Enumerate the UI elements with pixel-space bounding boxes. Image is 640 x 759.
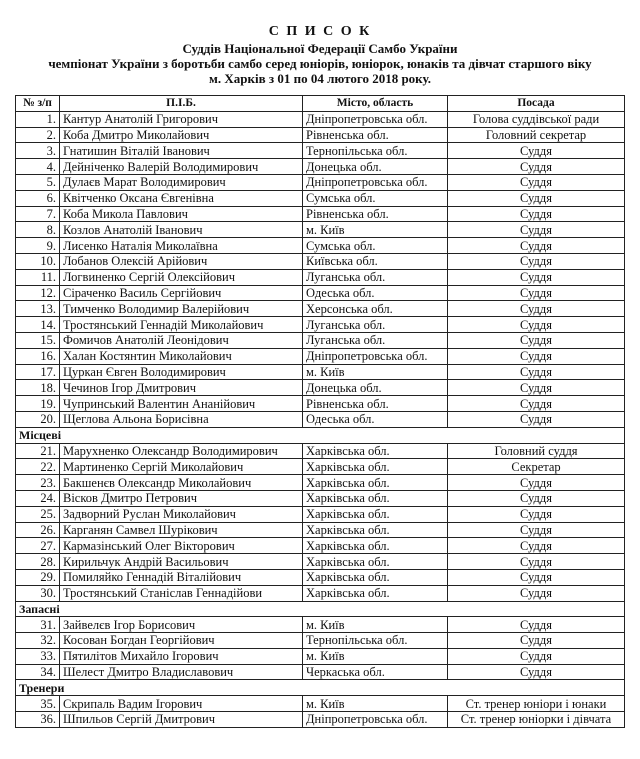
section-label: Місцеві <box>16 427 625 443</box>
city-region: Харківська обл. <box>303 554 448 570</box>
table-row <box>16 617 625 633</box>
city-region: м. Київ <box>303 364 448 380</box>
city-region: Луганська обл. <box>303 317 448 333</box>
position: Головний секретар <box>448 127 625 143</box>
person-name: Цуркан Євген Володимирович <box>60 364 303 380</box>
row-number: 35. <box>16 696 60 712</box>
table-row <box>16 348 625 364</box>
column-header-position: Посада <box>448 96 625 112</box>
table-row <box>16 127 625 143</box>
city-region: Дніпропетровська обл. <box>303 111 448 127</box>
table-row <box>16 206 625 222</box>
row-number: 8. <box>16 222 60 238</box>
person-name: Кармазінський Олег Вікторович <box>60 538 303 554</box>
table-row <box>16 554 625 570</box>
person-name: Мартиненко Сергій Миколайович <box>60 459 303 475</box>
row-number: 36. <box>16 712 60 728</box>
person-name: Гнатишин Віталій Іванович <box>60 143 303 159</box>
city-region: Рівненська обл. <box>303 396 448 412</box>
section-label: Тренери <box>16 680 625 696</box>
city-region: Київська обл. <box>303 253 448 269</box>
table-row <box>16 490 625 506</box>
city-region: Харківська обл. <box>303 475 448 491</box>
city-region: Тернопільська обл. <box>303 143 448 159</box>
row-number: 9. <box>16 238 60 254</box>
position: Суддя <box>448 569 625 585</box>
row-number: 28. <box>16 554 60 570</box>
table-row <box>16 475 625 491</box>
position: Суддя <box>448 285 625 301</box>
event-description: чемпіонат України з боротьби самбо серед юніорів, юніорок, юнаків та дівчат старшого віку <box>48 56 592 71</box>
city-region: м. Київ <box>303 696 448 712</box>
document-subtitle: Суддів Національної Федерації Самбо України <box>182 41 458 56</box>
row-number: 21. <box>16 443 60 459</box>
table-row <box>16 696 625 712</box>
document-title: С П И С О К <box>268 24 372 39</box>
row-number: 10. <box>16 253 60 269</box>
table-row <box>16 411 625 427</box>
city-region: Донецька обл. <box>303 380 448 396</box>
position: Секретар <box>448 459 625 475</box>
person-name: Задворний Руслан Миколайович <box>60 506 303 522</box>
table-row <box>16 380 625 396</box>
person-name: Помиляйко Геннадій Віталійович <box>60 569 303 585</box>
table-row <box>16 301 625 317</box>
person-name: Кирильчук Андрій Васильович <box>60 554 303 570</box>
city-region: Дніпропетровська обл. <box>303 712 448 728</box>
position: Суддя <box>448 506 625 522</box>
table-row <box>16 143 625 159</box>
city-region: м. Київ <box>303 222 448 238</box>
row-number: 2. <box>16 127 60 143</box>
position: Суддя <box>448 317 625 333</box>
person-name: Коба Микола Павлович <box>60 206 303 222</box>
section-label: Запасні <box>16 601 625 617</box>
person-name: Халан Костянтин Миколайович <box>60 348 303 364</box>
table-row <box>16 459 625 475</box>
position: Суддя <box>448 538 625 554</box>
event-place-date: м. Харків з 01 по 04 лютого 2018 року. <box>209 71 431 86</box>
city-region: Тернопільська обл. <box>303 633 448 649</box>
position: Суддя <box>448 664 625 680</box>
person-name: Лобанов Олексій Арійович <box>60 253 303 269</box>
person-name: Щеглова Альона Борисівна <box>60 411 303 427</box>
person-name: Шелест Дмитро Владиславович <box>60 664 303 680</box>
position: Суддя <box>448 364 625 380</box>
table-row <box>16 111 625 127</box>
row-number: 25. <box>16 506 60 522</box>
table-row <box>16 332 625 348</box>
city-region: Рівненська обл. <box>303 206 448 222</box>
position: Суддя <box>448 190 625 206</box>
row-number: 20. <box>16 411 60 427</box>
position: Суддя <box>448 490 625 506</box>
person-name: Зайвелєв Ігор Борисович <box>60 617 303 633</box>
row-number: 17. <box>16 364 60 380</box>
table-row <box>16 317 625 333</box>
position: Голова суддівської ради <box>448 111 625 127</box>
column-header-number: № з/п <box>16 96 60 112</box>
person-name: Марухненко Олександр Володимирович <box>60 443 303 459</box>
table-row <box>16 538 625 554</box>
row-number: 34. <box>16 664 60 680</box>
position: Суддя <box>448 411 625 427</box>
row-number: 3. <box>16 143 60 159</box>
position: Суддя <box>448 617 625 633</box>
person-name: Вісков Дмитро Петрович <box>60 490 303 506</box>
table-body <box>16 111 625 727</box>
position: Суддя <box>448 554 625 570</box>
person-name: Карганян Самвел Шурікович <box>60 522 303 538</box>
position: Суддя <box>448 475 625 491</box>
position: Суддя <box>448 143 625 159</box>
row-number: 33. <box>16 648 60 664</box>
section-row <box>16 680 625 696</box>
person-name: Лисенко Наталія Миколаївна <box>60 238 303 254</box>
position: Суддя <box>448 238 625 254</box>
row-number: 1. <box>16 111 60 127</box>
city-region: Харківська обл. <box>303 569 448 585</box>
position: Суддя <box>448 159 625 175</box>
city-region: Одеська обл. <box>303 285 448 301</box>
table-row <box>16 585 625 601</box>
person-name: Дейніченко Валерій Володимирович <box>60 159 303 175</box>
table-row <box>16 159 625 175</box>
position: Суддя <box>448 206 625 222</box>
city-region: Дніпропетровська обл. <box>303 348 448 364</box>
position: Суддя <box>448 269 625 285</box>
row-number: 18. <box>16 380 60 396</box>
position: Суддя <box>448 380 625 396</box>
person-name: Тростянський Станіслав Геннадійови <box>60 585 303 601</box>
city-region: м. Київ <box>303 617 448 633</box>
row-number: 7. <box>16 206 60 222</box>
person-name: Фомичов Анатолій Леонідович <box>60 332 303 348</box>
person-name: Шпильов Сергій Дмитрович <box>60 712 303 728</box>
position: Суддя <box>448 301 625 317</box>
row-number: 5. <box>16 174 60 190</box>
city-region: Рівненська обл. <box>303 127 448 143</box>
position: Суддя <box>448 585 625 601</box>
table-row <box>16 664 625 680</box>
city-region: Харківська обл. <box>303 522 448 538</box>
position: Суддя <box>448 174 625 190</box>
city-region: Харківська обл. <box>303 506 448 522</box>
row-number: 13. <box>16 301 60 317</box>
row-number: 11. <box>16 269 60 285</box>
row-number: 12. <box>16 285 60 301</box>
table-row <box>16 364 625 380</box>
city-region: Харківська обл. <box>303 538 448 554</box>
position: Суддя <box>448 522 625 538</box>
city-region: Одеська обл. <box>303 411 448 427</box>
position: Суддя <box>448 253 625 269</box>
table-row <box>16 253 625 269</box>
person-name: Чечинов Ігор Дмитрович <box>60 380 303 396</box>
table-row <box>16 712 625 728</box>
row-number: 19. <box>16 396 60 412</box>
person-name: Пятилітов Михайло Ігорович <box>60 648 303 664</box>
city-region: Харківська обл. <box>303 459 448 475</box>
position: Суддя <box>448 348 625 364</box>
position: Суддя <box>448 332 625 348</box>
row-number: 23. <box>16 475 60 491</box>
city-region: Харківська обл. <box>303 585 448 601</box>
table-row <box>16 506 625 522</box>
city-region: Луганська обл. <box>303 269 448 285</box>
table-row <box>16 522 625 538</box>
person-name: Логвиненко Сергій Олексійович <box>60 269 303 285</box>
table-row <box>16 569 625 585</box>
city-region: Черкаська обл. <box>303 664 448 680</box>
row-number: 6. <box>16 190 60 206</box>
table-header-row <box>16 96 625 112</box>
city-region: Харківська обл. <box>303 490 448 506</box>
position: Ст. тренер юніорки і дівчата <box>448 712 625 728</box>
table-row <box>16 238 625 254</box>
position: Суддя <box>448 222 625 238</box>
row-number: 14. <box>16 317 60 333</box>
column-header-city: Місто, область <box>303 96 448 112</box>
city-region: Сумська обл. <box>303 238 448 254</box>
position: Головний суддя <box>448 443 625 459</box>
row-number: 29. <box>16 569 60 585</box>
table-row <box>16 269 625 285</box>
judges-table <box>15 95 625 728</box>
row-number: 31. <box>16 617 60 633</box>
row-number: 22. <box>16 459 60 475</box>
table-row <box>16 633 625 649</box>
city-region: Луганська обл. <box>303 332 448 348</box>
person-name: Скрипаль Вадим Ігорович <box>60 696 303 712</box>
person-name: Сіраченко Василь Сергійович <box>60 285 303 301</box>
position: Суддя <box>448 648 625 664</box>
position: Суддя <box>448 633 625 649</box>
table-row <box>16 396 625 412</box>
column-header-name: П.І.Б. <box>60 96 303 112</box>
person-name: Квітченко Оксана Євгенівна <box>60 190 303 206</box>
person-name: Тимченко Володимир Валерійович <box>60 301 303 317</box>
table-row <box>16 190 625 206</box>
row-number: 27. <box>16 538 60 554</box>
position: Ст. тренер юніори і юнаки <box>448 696 625 712</box>
person-name: Дулаєв Марат Володимирович <box>60 174 303 190</box>
table-row <box>16 443 625 459</box>
table-row <box>16 222 625 238</box>
section-row <box>16 601 625 617</box>
row-number: 24. <box>16 490 60 506</box>
person-name: Коба Дмитро Миколайович <box>60 127 303 143</box>
city-region: Дніпропетровська обл. <box>303 174 448 190</box>
row-number: 16. <box>16 348 60 364</box>
table-row <box>16 648 625 664</box>
row-number: 26. <box>16 522 60 538</box>
row-number: 30. <box>16 585 60 601</box>
person-name: Тростянський Геннадій Миколайович <box>60 317 303 333</box>
city-region: Донецька обл. <box>303 159 448 175</box>
section-row <box>16 427 625 443</box>
person-name: Козлов Анатолій Іванович <box>60 222 303 238</box>
table-row <box>16 285 625 301</box>
person-name: Косован Богдан Георгійович <box>60 633 303 649</box>
row-number: 4. <box>16 159 60 175</box>
position: Суддя <box>448 396 625 412</box>
person-name: Кантур Анатолій Григорович <box>60 111 303 127</box>
city-region: Харківська обл. <box>303 443 448 459</box>
row-number: 32. <box>16 633 60 649</box>
person-name: Чупринський Валентин Ананійович <box>60 396 303 412</box>
city-region: Херсонська обл. <box>303 301 448 317</box>
person-name: Бакшенєв Олександр Миколайович <box>60 475 303 491</box>
city-region: Сумська обл. <box>303 190 448 206</box>
city-region: м. Київ <box>303 648 448 664</box>
table-row <box>16 174 625 190</box>
row-number: 15. <box>16 332 60 348</box>
